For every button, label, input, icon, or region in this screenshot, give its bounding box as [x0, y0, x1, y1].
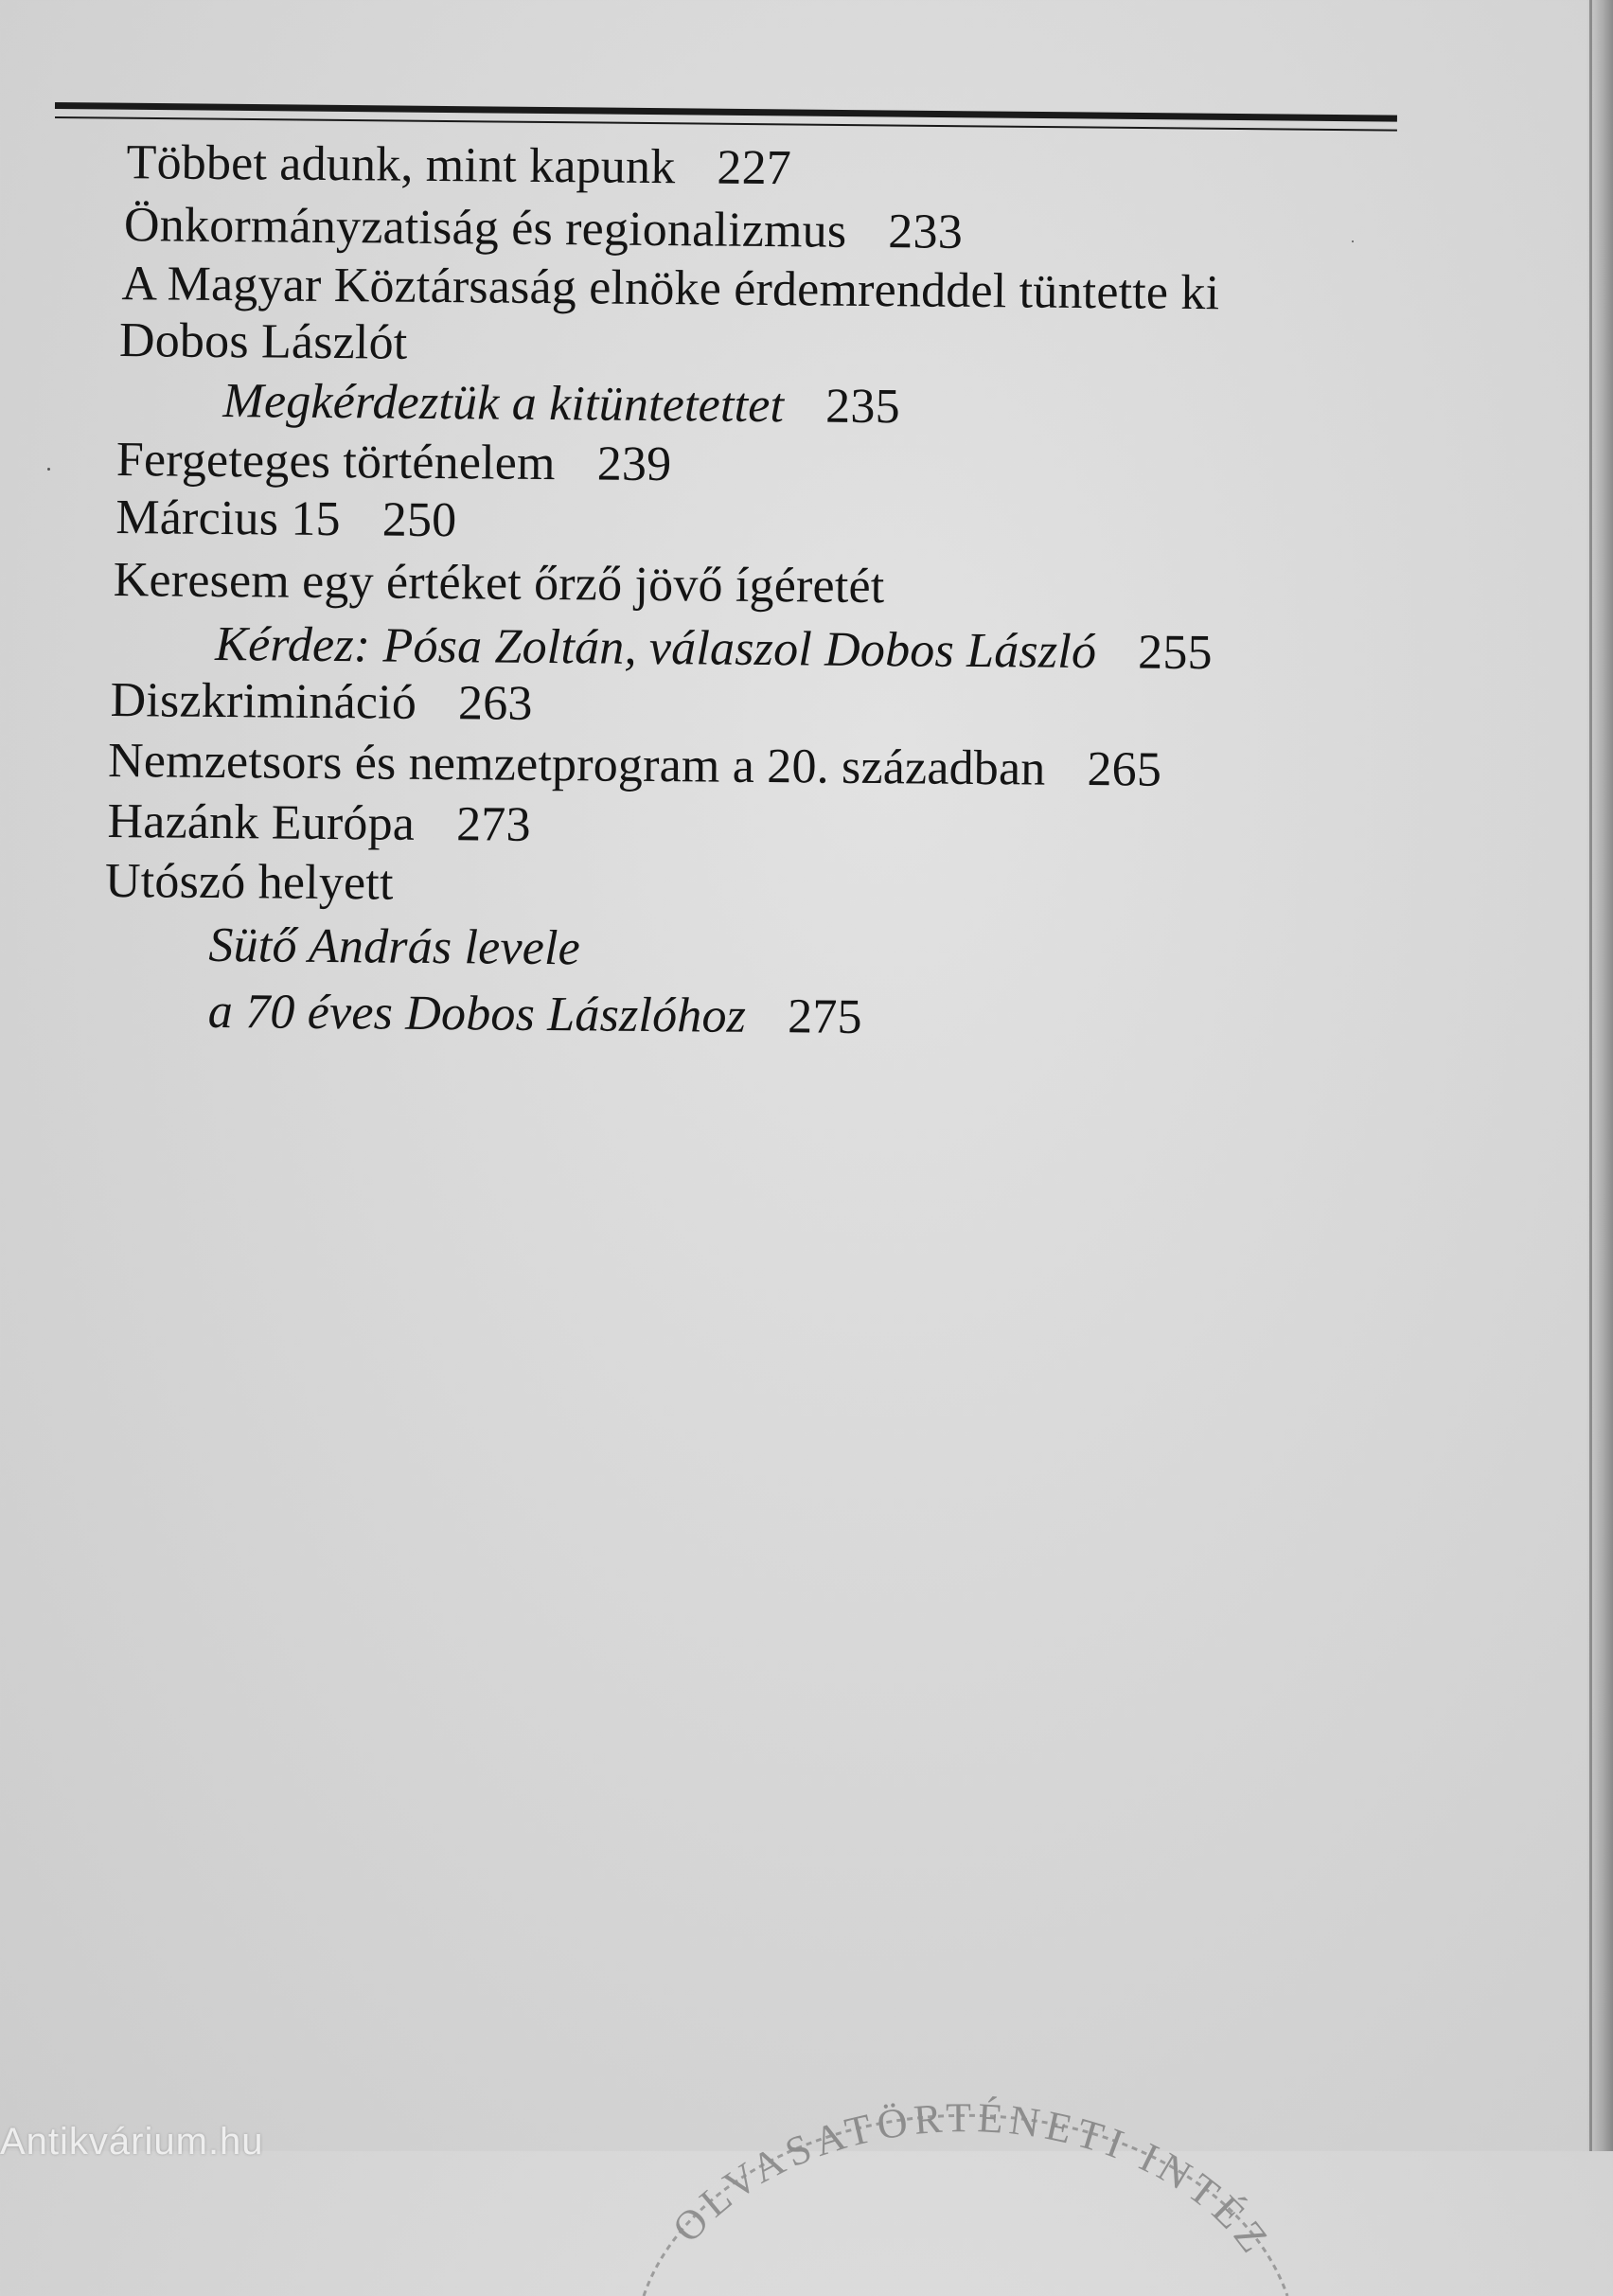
- watermark: Antikvárium.hu: [0, 2121, 264, 2163]
- toc-entry-title: Dobos Lászlót: [118, 313, 408, 370]
- toc-subentry: [222, 373, 900, 436]
- library-stamp: [606, 2012, 1325, 2296]
- toc-entry-page: 235: [824, 379, 901, 435]
- toc-entry-title: A Magyar Köztársaság elnöke érdemrenddel tüntette ki: [121, 257, 1220, 321]
- toc-subentry: [208, 984, 862, 1046]
- toc-entry-page: 255: [1137, 625, 1214, 681]
- toc-entry-page: 275: [787, 989, 862, 1044]
- paper-speck: [1352, 240, 1354, 242]
- toc-entry-title: Keresem egy értéket őrző jövő ígéretét: [113, 553, 885, 614]
- page-edge-line: [1589, 0, 1592, 2151]
- svg-text:OLVASATÖRTÉNETI INTÉZ: [664, 2094, 1281, 2266]
- paper-speck: [47, 468, 50, 471]
- toc-entry-title: Utószó helyett: [104, 853, 394, 911]
- toc-entry-page: 239: [596, 436, 672, 492]
- toc-entry-page: 265: [1087, 742, 1162, 797]
- toc-entry: [116, 432, 672, 493]
- toc-entry: [126, 134, 791, 197]
- toc-entry-title: Fergeteges történelem: [115, 433, 556, 491]
- toc-entry-page: 273: [455, 797, 531, 852]
- toc-entry: [121, 256, 1219, 322]
- toc-entry-page: 233: [888, 205, 964, 259]
- toc-entry: [114, 552, 885, 615]
- toc-entry: [115, 489, 457, 549]
- toc-entry-title: a 70 éves Dobos Lászlóhoz: [207, 984, 747, 1043]
- toc-entry: [124, 197, 963, 261]
- toc-entry-title: Önkormányzatiság és regionalizmus: [123, 198, 847, 258]
- toc-entry: [107, 793, 531, 854]
- toc-entry-title: Megkérdeztük a kitüntetettet: [222, 374, 785, 434]
- toc-entry-page: 250: [381, 492, 457, 548]
- toc-entry-title: Sütő András levele: [208, 917, 581, 976]
- toc-entry-page: 263: [457, 676, 533, 731]
- toc-entry: [105, 853, 394, 913]
- toc-subentry: [208, 917, 580, 977]
- toc-entry: [108, 733, 1161, 799]
- toc-entry: [119, 312, 408, 372]
- toc-entry-title: Március 15: [115, 490, 342, 547]
- toc-entry: [110, 672, 533, 733]
- toc-entry-title: Diszkrimináció: [110, 672, 417, 730]
- table-of-contents: [1, 0, 1613, 1044]
- toc-entry-page: 227: [717, 140, 792, 196]
- toc-subentry: [215, 616, 1213, 682]
- toc-entry-title: Többet adunk, mint kapunk: [126, 135, 676, 195]
- toc-entry-title: Hazánk Európa: [107, 793, 416, 851]
- stamp-text: OLVASATÖRTÉNETI INTÉZ: [663, 2094, 1281, 2266]
- toc-entry-title: Nemzetsors és nemzetprogram a 20. században: [107, 733, 1046, 796]
- toc-entry-title: Kérdez: Pósa Zoltán, válaszol Dobos László: [214, 616, 1097, 680]
